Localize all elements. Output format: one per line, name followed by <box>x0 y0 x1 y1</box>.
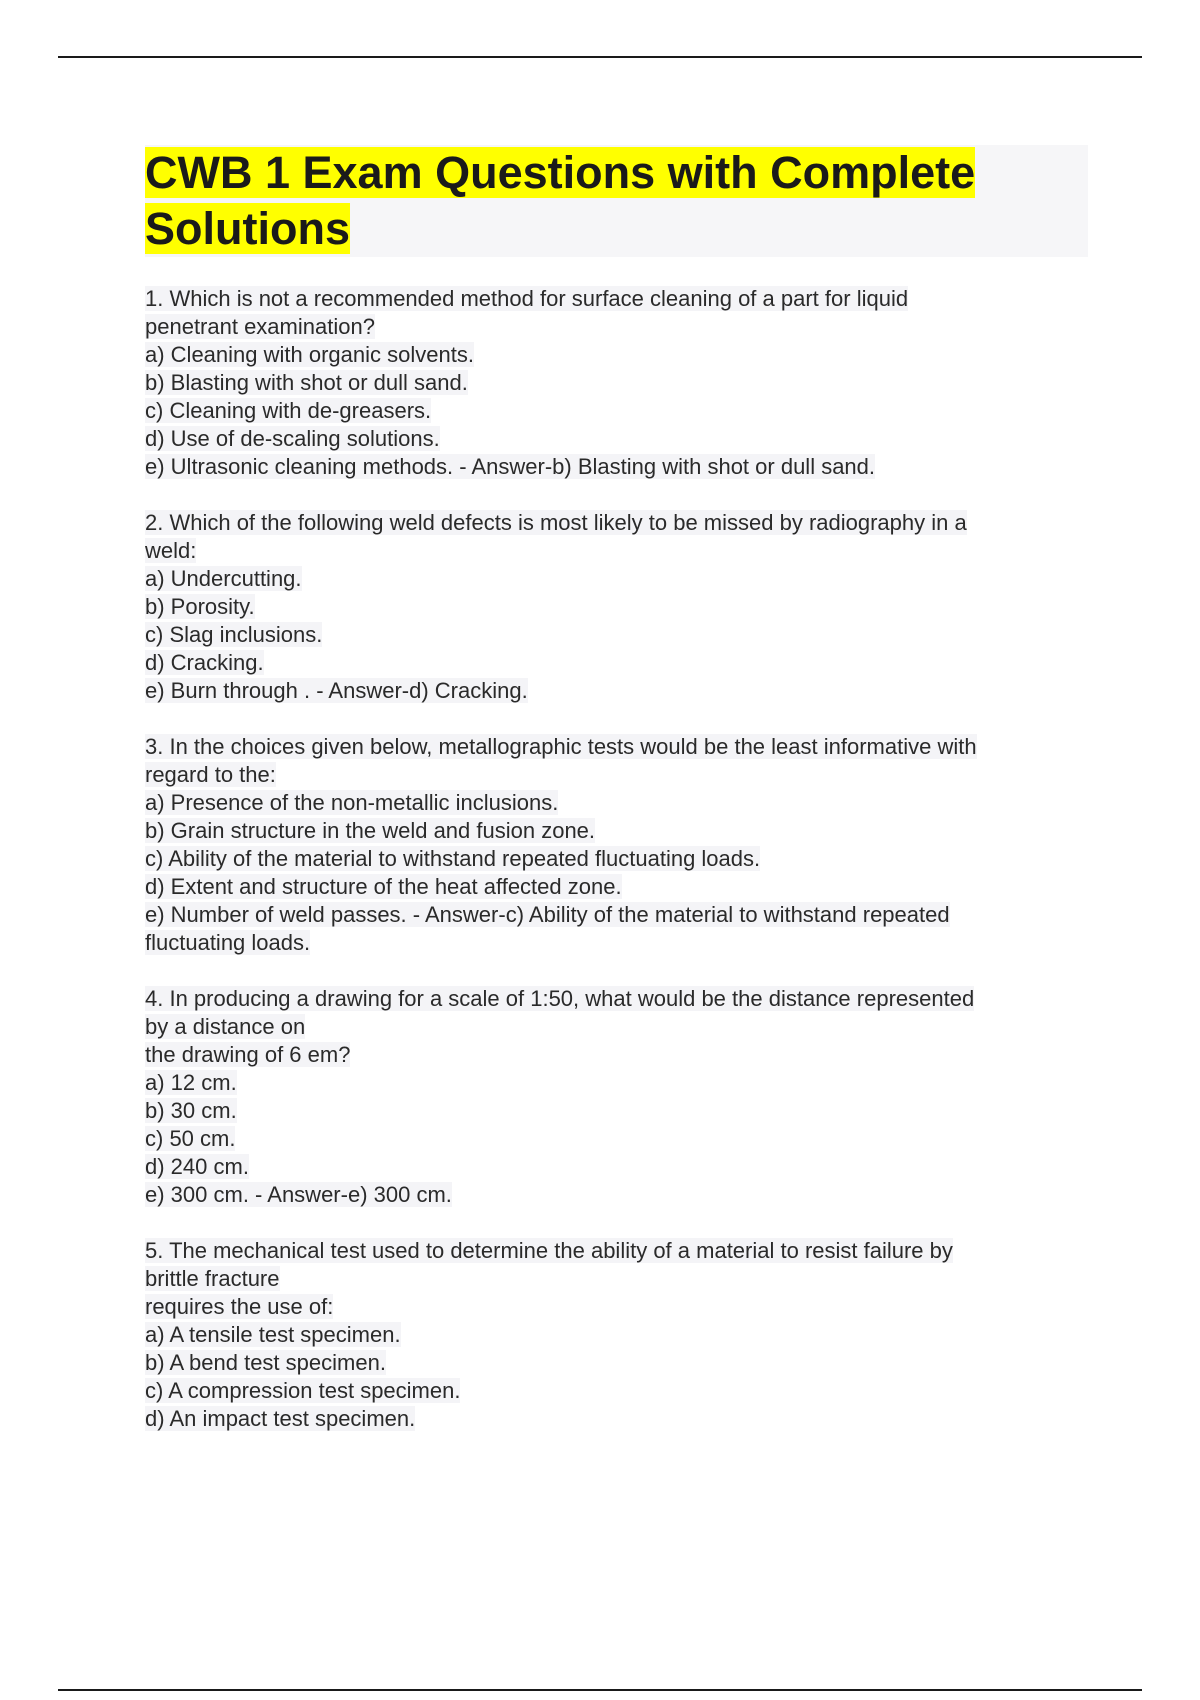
question-1 <box>145 285 1085 481</box>
line-text: b) Grain structure in the weld and fusion zone. <box>145 818 596 843</box>
question-line <box>145 1293 1085 1321</box>
question-text <box>145 509 1085 537</box>
question-line <box>145 1013 1085 1041</box>
question-line <box>145 901 1085 929</box>
line-text: e) Number of weld passes. - Answer-c) Ability of the material to withstand repeated <box>145 902 950 927</box>
document-title <box>145 145 1088 257</box>
line-text: b) Porosity. <box>145 594 255 619</box>
line-text: c) Cleaning with de-greasers. <box>145 398 432 423</box>
line-text: e) Burn through . - Answer-d) Cracking. <box>145 678 528 703</box>
line-text: weld: <box>145 538 197 563</box>
line-text: brittle fracture <box>145 1266 280 1291</box>
line-text: b) Blasting with shot or dull sand. <box>145 370 468 395</box>
question-line <box>145 313 1085 341</box>
line-text: 1. Which is not a recommended method for surface cleaning of a part for liquid <box>145 286 909 311</box>
line-text: d) 240 cm. <box>145 1154 249 1179</box>
question-text <box>145 285 1085 313</box>
question-line <box>145 789 1085 817</box>
question-line <box>145 425 1085 453</box>
line-text: c) Ability of the material to withstand repeated fluctuating loads. <box>145 846 761 871</box>
line-text: c) 50 cm. <box>145 1126 236 1151</box>
line-text: a) Cleaning with organic solvents. <box>145 342 474 367</box>
question-line <box>145 1125 1085 1153</box>
question-line <box>145 1405 1085 1433</box>
question-line <box>145 845 1085 873</box>
question-line <box>145 565 1085 593</box>
question-text <box>145 1237 1085 1265</box>
line-text: a) Presence of the non-metallic inclusions. <box>145 790 559 815</box>
line-text: d) An impact test specimen. <box>145 1406 416 1431</box>
question-line <box>145 397 1085 425</box>
bottom-rule <box>58 1689 1142 1691</box>
question-line <box>145 1265 1085 1293</box>
question-text <box>145 733 1085 761</box>
question-line <box>145 341 1085 369</box>
question-text <box>145 985 1085 1013</box>
question-line <box>145 677 1085 705</box>
line-text: the drawing of 6 em? <box>145 1042 351 1067</box>
line-text: b) A bend test specimen. <box>145 1350 386 1375</box>
line-text: c) Slag inclusions. <box>145 622 323 647</box>
question-line <box>145 1321 1085 1349</box>
line-text: 4. In producing a drawing for a scale of 1:50, what would be the distance represented <box>145 986 975 1011</box>
line-text: fluctuating loads. <box>145 930 311 955</box>
line-text: a) Undercutting. <box>145 566 302 591</box>
question-2 <box>145 509 1085 705</box>
question-line <box>145 1349 1085 1377</box>
line-text: regard to the: <box>145 762 276 787</box>
question-3 <box>145 733 1085 957</box>
question-line <box>145 929 1085 957</box>
question-line <box>145 873 1085 901</box>
question-line <box>145 1041 1085 1069</box>
line-text: c) A compression test specimen. <box>145 1378 461 1403</box>
line-text: d) Cracking. <box>145 650 264 675</box>
question-line <box>145 1069 1085 1097</box>
line-text: a) A tensile test specimen. <box>145 1322 401 1347</box>
question-line <box>145 1181 1085 1209</box>
line-text: d) Use of de-scaling solutions. <box>145 426 440 451</box>
line-text: 5. The mechanical test used to determine the ability of a material to resist failure by <box>145 1238 953 1263</box>
question-line <box>145 369 1085 397</box>
question-line <box>145 537 1085 565</box>
top-rule <box>58 56 1142 58</box>
question-list <box>145 285 1085 1461</box>
title-line-2: Solutions <box>145 203 350 254</box>
line-text: requires the use of: <box>145 1294 334 1319</box>
question-line <box>145 453 1085 481</box>
question-line <box>145 1153 1085 1181</box>
question-line <box>145 761 1085 789</box>
line-text: 3. In the choices given below, metallographic tests would be the least informative with <box>145 734 977 759</box>
title-line-1: CWB 1 Exam Questions with Complete <box>145 147 976 198</box>
question-line <box>145 649 1085 677</box>
question-line <box>145 817 1085 845</box>
question-line <box>145 1377 1085 1405</box>
line-text: 2. Which of the following weld defects is most likely to be missed by radiography in a <box>145 510 967 535</box>
line-text: d) Extent and structure of the heat affected zone. <box>145 874 622 899</box>
line-text: b) 30 cm. <box>145 1098 237 1123</box>
question-line <box>145 621 1085 649</box>
line-text: by a distance on <box>145 1014 306 1039</box>
line-text: a) 12 cm. <box>145 1070 237 1095</box>
line-text: e) Ultrasonic cleaning methods. - Answer-b) Blasting with shot or dull sand. <box>145 454 876 479</box>
question-4 <box>145 985 1085 1209</box>
line-text: e) 300 cm. - Answer-e) 300 cm. <box>145 1182 452 1207</box>
question-line <box>145 1097 1085 1125</box>
line-text: penetrant examination? <box>145 314 375 339</box>
question-line <box>145 593 1085 621</box>
question-5 <box>145 1237 1085 1433</box>
